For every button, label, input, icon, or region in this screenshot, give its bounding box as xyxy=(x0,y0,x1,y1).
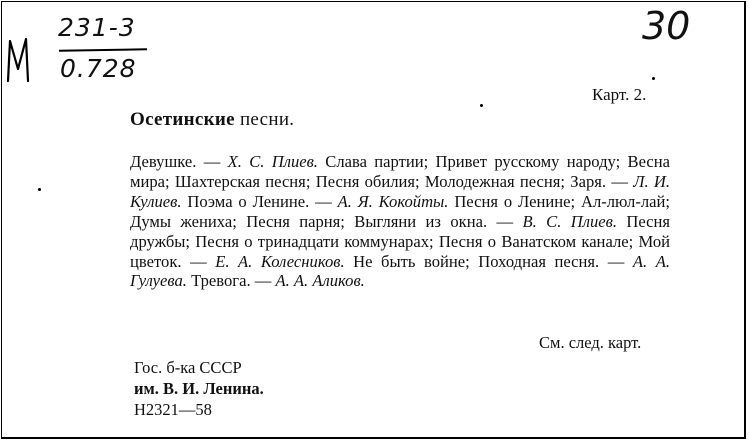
scan-speck xyxy=(652,77,655,80)
library-line-1: Гос. б-ка СССР xyxy=(134,358,242,377)
cipher-fraction-line xyxy=(59,48,147,52)
card-number: 30 xyxy=(642,4,691,48)
card-label: Карт. 2. xyxy=(592,85,647,104)
title-rest: песни. xyxy=(239,109,295,130)
library-imprint xyxy=(134,357,264,420)
cipher-bottom: 0.728 xyxy=(60,54,137,83)
catalog-card xyxy=(1,1,746,439)
song-titles: Девушке. — xyxy=(130,152,228,171)
author-name: А. А. Гулуева. xyxy=(130,251,670,291)
song-titles: Не быть войне; Походная песня. — xyxy=(344,251,633,271)
contents-text xyxy=(130,152,670,291)
scan-speck xyxy=(38,188,41,191)
cipher-top: 231-3 xyxy=(58,13,136,42)
author-name: А. Я. Кокойты. xyxy=(337,191,449,211)
library-line-3: Н2321—58 xyxy=(134,400,212,419)
see-next-card: См. след. карт. xyxy=(539,333,642,352)
author-name: Х. С. Плиев. xyxy=(227,152,318,171)
song-titles: Песня о Ленине; Ал-люл-лай; Думы жениха; Песня парня; Выгляни из окна. — xyxy=(130,191,670,231)
author-name: В. С. Плиев. xyxy=(522,211,617,231)
song-titles: Тревога. — xyxy=(186,271,276,291)
author-name: Е. А. Колесников. xyxy=(215,251,345,271)
card-title xyxy=(130,109,294,131)
song-titles: Слава партии; Привет русскому народу; Весна мира; Шахтерская песня; Песня обилия; Молодежная песня; Заря. — xyxy=(130,152,670,191)
song-titles: Песня дружбы; Песня о тринадцати коммунарах; Песня о Ванатском канале; Мой цветок. — xyxy=(130,211,670,271)
scan-speck xyxy=(480,104,483,107)
author-name: Л. И. Кулиев. xyxy=(130,171,670,211)
handwritten-cipher-letter xyxy=(4,35,44,85)
song-titles: Поэма о Ленине. — xyxy=(181,191,338,211)
title-bold: Осетинские xyxy=(130,109,235,130)
author-name: А. А. Аликов. xyxy=(275,271,365,291)
library-line-2: им. В. И. Ленина. xyxy=(134,379,264,398)
